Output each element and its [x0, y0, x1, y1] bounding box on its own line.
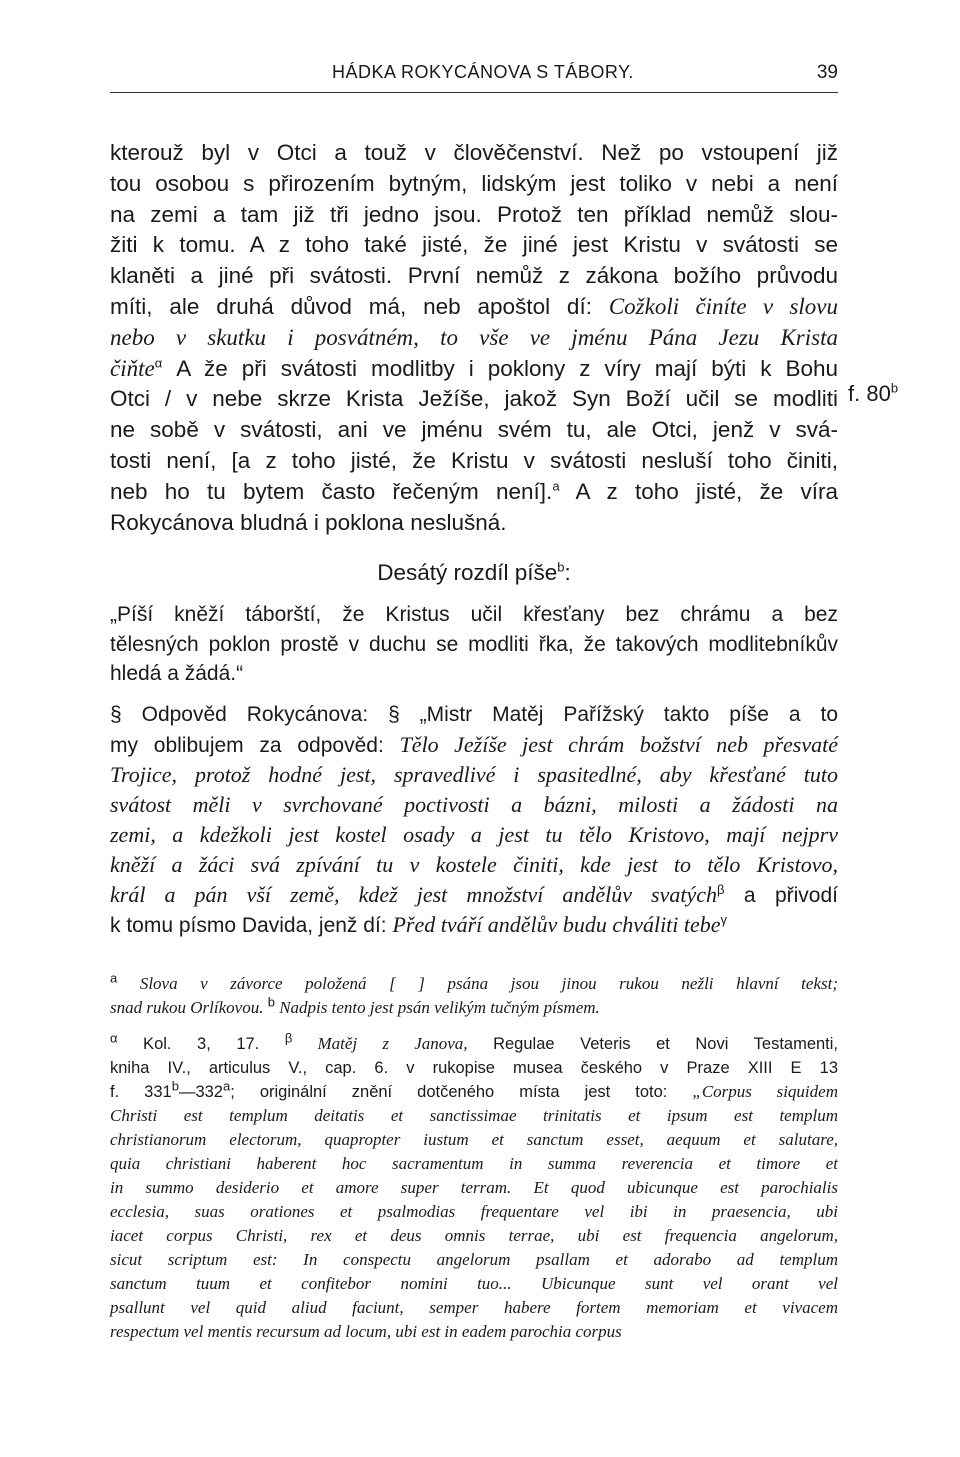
text-line [110, 1056, 838, 1080]
margin-note-sup: b [890, 380, 899, 396]
text-line [110, 820, 838, 850]
text-run: Trojice, protož hodné jest, spravedlivé i spasitedlné, aby křesťané tuto [110, 762, 838, 787]
note-marker: b [267, 994, 275, 1010]
text-run: my oblibujem za odpověd: [110, 734, 400, 757]
text-run: iacet corpus Christi, rex et deus omnis terrae, ubi est frequencia angelorum, [110, 1226, 838, 1245]
text-line [110, 730, 838, 760]
text-run: Regulae Veteris et Novi Testamenti, [467, 1035, 839, 1053]
text-run: in summo desiderio et amore super terram. Et quod ubicunque est parochialis [110, 1178, 838, 1197]
note-marker: α [154, 355, 163, 371]
note-marker: a [222, 1078, 231, 1094]
text-run: ; originální znění dotčeného místa jest toto: [230, 1083, 693, 1101]
text-run: f. 331 [110, 1083, 172, 1101]
text-line [110, 230, 838, 261]
text-run: kterouž byl v Otci a touž v člověčenství. Než po vstoupení již [110, 140, 838, 165]
source-notes [110, 1032, 838, 1344]
text-line [110, 446, 838, 477]
text-run: tělesných poklon prostě v duchu se modliti řka, že takových modlitebníkův [110, 632, 838, 656]
rokycana-answer [110, 700, 838, 940]
text-run: míti, ale druhá důvod má, neb apoštol dí: [110, 293, 609, 319]
text-run: král a pán vší země, kdež jest množství andělův svatých [110, 882, 718, 907]
text-line [110, 415, 838, 446]
text-line [110, 1248, 838, 1272]
note-marker: γ [720, 912, 728, 927]
running-head [110, 58, 838, 88]
text-line [110, 630, 838, 660]
text-run: ecclesia, suas orationes et psalmodias frequentare vel ibi in praesencia, ubi [110, 1202, 838, 1221]
text-line [110, 1032, 838, 1056]
text-run: Před tváří andělův budu chváliti tebe [392, 912, 721, 937]
text-line [110, 659, 838, 689]
text-run: —332 [178, 1083, 223, 1101]
text-run: Christi est templum deitatis et sanctissimae trinitatis et ipsum est templum [110, 1106, 838, 1125]
text-line [110, 1296, 838, 1320]
text-run: kniha IV., articulus V., cap. 6. v rukopise musea českého v Praze XIII E 13 [110, 1059, 838, 1077]
text-run: Matěj z Janova, [292, 1034, 468, 1053]
text-run: svátost měli v svrchované poctivosti a bázni, milosti a žádosti na [110, 792, 838, 817]
section-heading-text: Desátý rozdíl píše [377, 560, 558, 585]
note-marker: a [552, 478, 560, 494]
textual-notes [110, 972, 838, 1020]
text-line [110, 1200, 838, 1224]
text-line [110, 996, 838, 1020]
text-line [110, 138, 838, 169]
text-line [110, 323, 838, 354]
taborite-quote [110, 600, 838, 689]
text-line [110, 790, 838, 820]
text-line [110, 1080, 838, 1104]
text-run: quia christiani haberent hoc sacramentum in summa reverencia et timore et [110, 1154, 838, 1173]
text-line [110, 700, 838, 730]
text-run: k tomu písmo Davida, jenž dí: [110, 914, 393, 937]
text-line [110, 200, 838, 231]
text-run: nebo v skutku i posvátném, to vše ve jménu Pána Jezu Krista [110, 324, 838, 350]
text-line [110, 760, 838, 790]
margin-note-text: f. 80 [848, 381, 891, 406]
text-line [110, 261, 838, 292]
text-run: hledá a žádá.“ [110, 662, 244, 685]
text-line [110, 1176, 838, 1200]
note-marker: β [717, 882, 725, 897]
text-line [110, 384, 838, 415]
text-run: ne sobě v svátosti, ani ve jménu svém tu, ale Otci, jenž v svá- [110, 417, 838, 443]
text-line [110, 354, 838, 385]
section-heading-end: : [564, 560, 571, 585]
text-line [110, 1104, 838, 1128]
text-run: klaněti a jiné při svátosti. První nemůž z zákona božího průvodu [110, 263, 838, 289]
text-run: Cožkoli činíte v slovu [608, 293, 838, 319]
section-heading-sup: b [557, 559, 565, 575]
text-line [110, 600, 838, 630]
text-run: žiti k tomu. A z toho také jisté, že jiné jest Kristu v svátosti se [110, 232, 838, 258]
text-line [110, 1152, 838, 1176]
text-line [110, 1320, 838, 1344]
text-run: A z toho jisté, že víra [559, 478, 838, 504]
text-line [110, 1128, 838, 1152]
text-run: „Corpus siquidem [692, 1082, 838, 1101]
text-line [110, 880, 838, 910]
text-run: na zemi a tam již tři jedno jsou. Protož ten příklad nemůž slou- [110, 201, 838, 227]
text-line [110, 477, 838, 508]
header-rule [110, 92, 838, 93]
text-line [110, 169, 838, 200]
margin-folio-note [848, 381, 898, 407]
text-run: Rokycánova bludná i poklona neslušná. [110, 509, 507, 535]
text-run: kněží a žáci svá zpívání tu v kostele činiti, kde jest to tělo Kristovo, [110, 852, 838, 877]
text-run: sanctum tuum et confitebor nomini tuo... Ubicunque sunt vel orant vel [110, 1274, 838, 1293]
text-run: christianorum electorum, quapropter iustum et sanctum esset, aequum et salutare, [110, 1130, 838, 1149]
main-text [110, 138, 838, 538]
note-marker: b [171, 1078, 179, 1094]
text-run: „Píší kněží táborští, že Kristus učil křesťany bez chrámu a bez [110, 603, 838, 626]
page-number: 39 [816, 62, 838, 83]
section-heading [110, 560, 838, 586]
note-marker: a [110, 970, 118, 986]
text-line [110, 910, 838, 940]
text-run: Tělo Ježíše jest chrám božství neb přesvaté [399, 732, 838, 757]
text-run: Otci / v nebe skrze Krista Ježíše, jakož Syn Boží učil se modliti [110, 386, 838, 412]
text-run: Kol. 3, 17. [117, 1035, 285, 1053]
text-run: respectum vel mentis recursum ad locum, ubi est in eadem parochia corpus [110, 1322, 622, 1341]
running-title: HÁDKA ROKYCÁNOVA S TÁBORY. [332, 62, 634, 82]
text-line [110, 508, 838, 539]
text-run: snad rukou Orlíkovou. [110, 998, 268, 1017]
text-line [110, 1224, 838, 1248]
text-run: Nadpis tento jest psán velikým tučným písmem. [274, 998, 600, 1017]
text-run: čiňte [110, 355, 155, 381]
text-line [110, 850, 838, 880]
text-run: sicut scriptum est: In conspectu angelorum psallam et adorabo ad templum [110, 1250, 838, 1269]
footnotes [110, 972, 838, 1344]
text-run: neb ho tu bytem často řečeným není]. [110, 478, 553, 504]
text-run: § Odpověd Rokycánova: § „Mistr Matěj Pařížský takto píše a to [110, 703, 838, 726]
text-run: A že při svátosti modlitby i poklony z víry mají býti k Bohu [162, 355, 838, 381]
text-run: zemi, a kdežkoli jest kostel osady a jest tu tělo Kristovo, mají nejprv [110, 822, 838, 847]
text-run: psallunt vel quid aliud faciunt, semper habere fortem memoriam et vivacem [110, 1298, 838, 1317]
text-run: tou osobou s přirozením bytným, lidským jest toliko v nebi a není [110, 170, 838, 196]
note-marker: α [110, 1030, 118, 1046]
text-run: tosti není, [a z toho jisté, že Kristu v svátosti nesluší toho činiti, [110, 447, 838, 473]
text-line [110, 972, 838, 996]
note-marker: β [284, 1030, 293, 1046]
text-line [110, 292, 838, 323]
text-run: Slova v závorce položená [ ] psána jsou jinou rukou nežli hlavní tekst; [117, 974, 838, 993]
text-line [110, 1272, 838, 1296]
text-run: a přivodí [724, 884, 838, 907]
